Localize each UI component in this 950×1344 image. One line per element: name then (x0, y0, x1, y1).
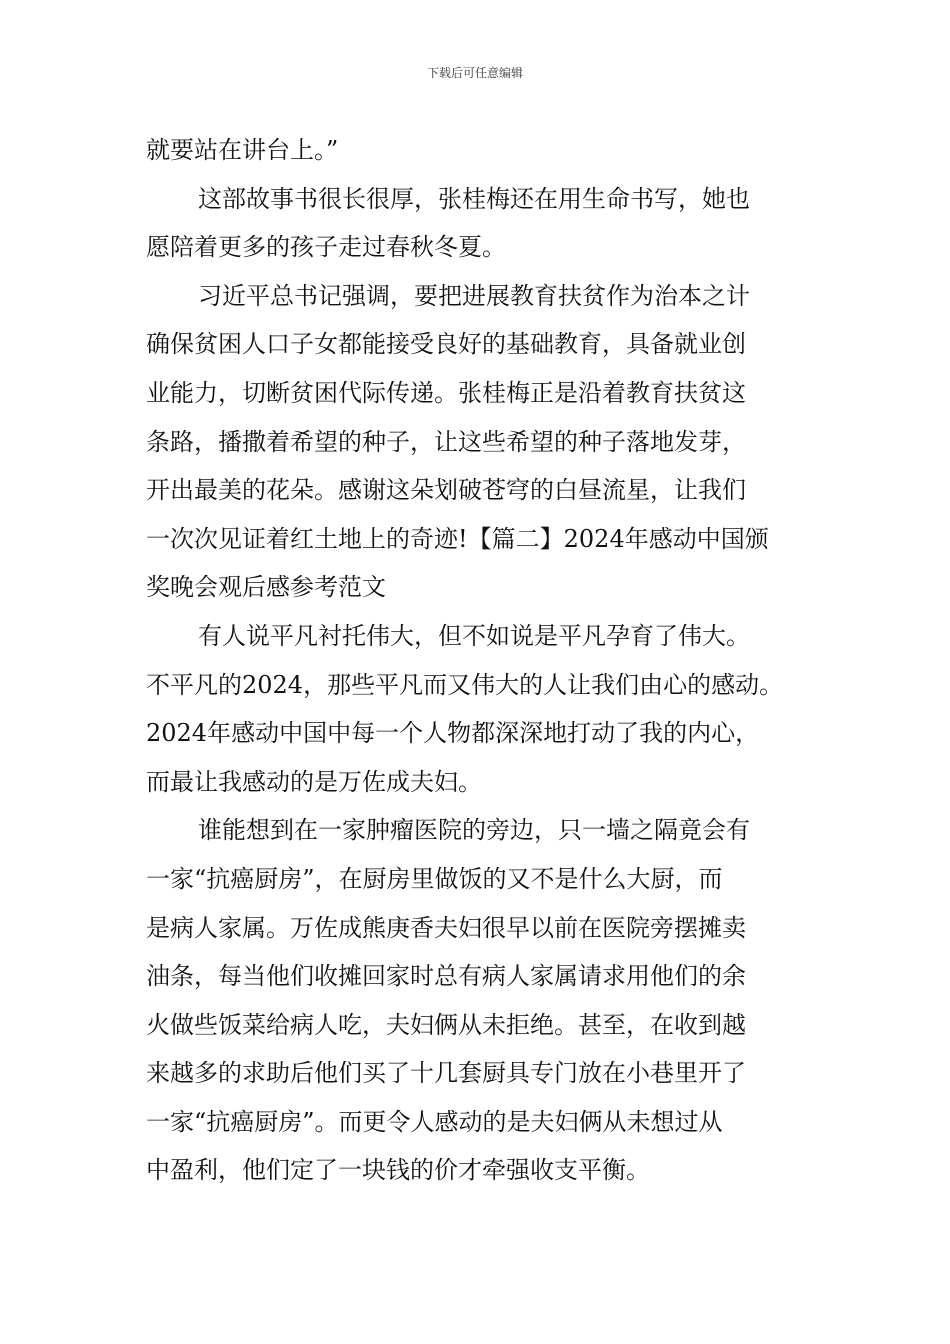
text-line: 火做些饭菜给病人吃，夫妇俩从未拒绝。甚至，在收到越 (146, 1010, 746, 1039)
text-line: 确保贫困人口子女都能接受良好的基础教育，具备就业创 (146, 330, 746, 359)
text-line: 谁能想到在一家肿瘤医院的旁边，只一墙之隔竟会有 (198, 816, 750, 845)
text-line: 2024年感动中国中每一个人物都深深地打动了我的内心， (146, 719, 760, 748)
text-line: 油条，每当他们收摊回家时总有病人家属请求用他们的余 (146, 962, 746, 991)
text-line: 不平凡的2024，那些平凡而又伟大的人让我们由心的感动。 (146, 670, 784, 699)
document-body (146, 126, 816, 1195)
text-line: 一家“抗癌厨房”。而更令人感动的是夫妇俩从未想过从 (146, 1107, 723, 1136)
text-line: 一次次见证着红土地上的奇迹!【篇二】2024年感动中国颁 (146, 524, 769, 553)
text-line: 习近平总书记强调，要把进展教育扶贫作为治本之计 (198, 281, 750, 310)
text-line: 中盈利，他们定了一块钱的价才牵强收支平衡。 (146, 1156, 650, 1185)
text-line: 有人说平凡衬托伟大，但不如说是平凡孕育了伟大。 (198, 621, 750, 650)
text-line: 业能力，切断贫困代际传递。张桂梅正是沿着教育扶贫这 (146, 378, 746, 407)
text-line: 开出最美的花朵。感谢这朵划破苍穹的白昼流星，让我们 (146, 476, 746, 505)
text-line: 愿陪着更多的孩子走过春秋冬夏。 (146, 233, 506, 262)
text-line: 条路，播撒着希望的种子，让这些希望的种子落地发芽， (146, 427, 746, 456)
text-line: 就要站在讲台上。” (146, 136, 339, 164)
text-line: 这部故事书很长很厚，张桂梅还在用生命书写，她也 (198, 184, 750, 213)
text-line: 而最让我感动的是万佐成夫妇。 (146, 767, 482, 796)
text-line: 一家“抗癌厨房”，在厨房里做饭的又不是什么大厨，而 (146, 864, 723, 893)
text-line: 是病人家属。万佐成熊庚香夫妇很早以前在医院旁摆摊卖 (146, 913, 746, 942)
text-line: 来越多的求助后他们买了十几套厨具专门放在小巷里开了 (146, 1059, 746, 1088)
page-header: 下载后可任意编辑 (426, 66, 523, 80)
text-line: 奖晚会观后感参考范文 (146, 573, 386, 602)
